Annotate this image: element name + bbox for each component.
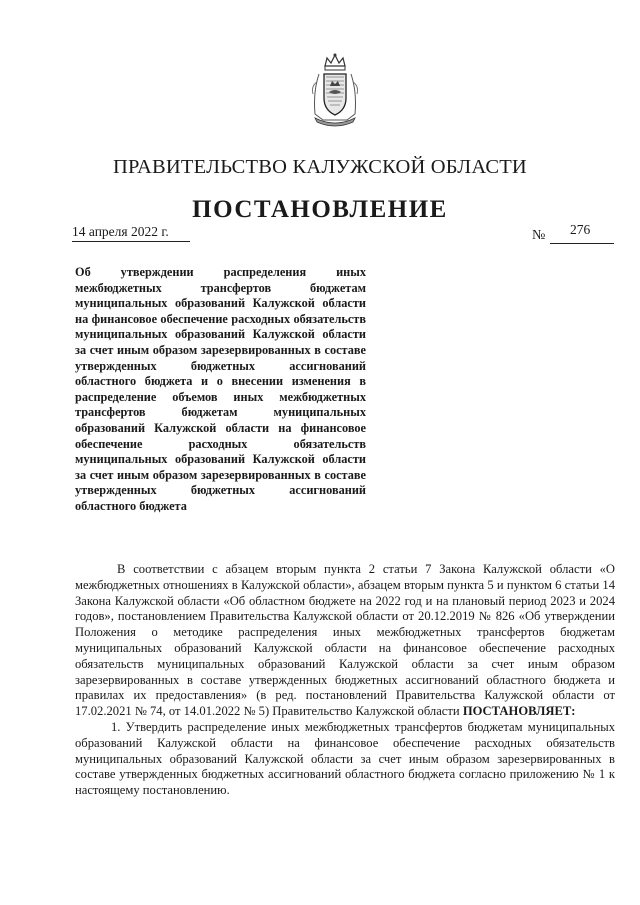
preamble-text: В соответствии с абзацем вторым пункта 2 статьи 7 Закона Калужской области «О межбюджетных отношениях в Калужской области», абзацем вторым пункта 5 и пунктом 6 статьи 14 Закона Калужской области «Об областном бюджете на 2022 год и на плановый период 2023 и 2024 годов», постановлением Правительства Калужской области от 20.12.2019 № 826 «Об утверждении Положения о методике распределения иных межбюджетных трансфертов бюджетам муниципальных образований Калужской области на финансовое обеспечение расходных обязательств муниципальных образований Калужской области за счет иным образом зарезервированных в составе утвержденных бюджетных ассигнований областного бюджета и правилах их предоставления» (в ред. постановлений Правительства Калужской области от 17.02.2021 № 74, от 14.01.2022 № 5) Правительство Калужской области xyxy=(75,562,615,719)
decree-number: 276 xyxy=(570,222,591,237)
document-type-title: ПОСТАНОВЛЕНИЕ xyxy=(192,196,448,223)
coat-of-arms-emblem xyxy=(305,52,365,128)
number-underline xyxy=(550,243,614,244)
preamble-paragraph xyxy=(75,562,615,720)
item-1-paragraph: 1. Утвердить распределение иных межбюджетных трансфертов бюджетам муниципальных образований Калужской области на финансовое обеспечение расходных обязательств муниципальных образований Калужской области за счет иным образом зарезервированных в составе утвержденных бюджетных ассигнований областного бюджета согласно приложению № 1 к настоящему постановлению. xyxy=(75,719,615,798)
government-name: ПРАВИТЕЛЬСТВО КАЛУЖСКОЙ ОБЛАСТИ xyxy=(113,156,527,178)
decree-body xyxy=(75,562,615,799)
number-label: № xyxy=(532,228,546,243)
decree-subject: Об утверждении распределения иных межбюджетных трансфертов бюджетам муниципальных образований Калужской области на финансовое обеспечение расходных обязательств муниципальных образований Калужской области за счет иным образом зарезервированных в составе утвержденных бюджетных ассигнований областного бюджета и о внесении изменения в распределение объемов иных межбюджетных трансфертов бюджетам муниципальных образований Калужской области на финансовое обеспечение расходных обязательств муниципальных образований Калужской области за счет иным образом зарезервированных в составе утвержденных бюджетных ассигнований областного бюджета xyxy=(75,265,366,513)
decree-date: 14 апреля 2022 г. xyxy=(72,224,169,239)
date-underline xyxy=(72,241,190,242)
resolves-keyword: ПОСТАНОВЛЯЕТ: xyxy=(462,704,576,719)
